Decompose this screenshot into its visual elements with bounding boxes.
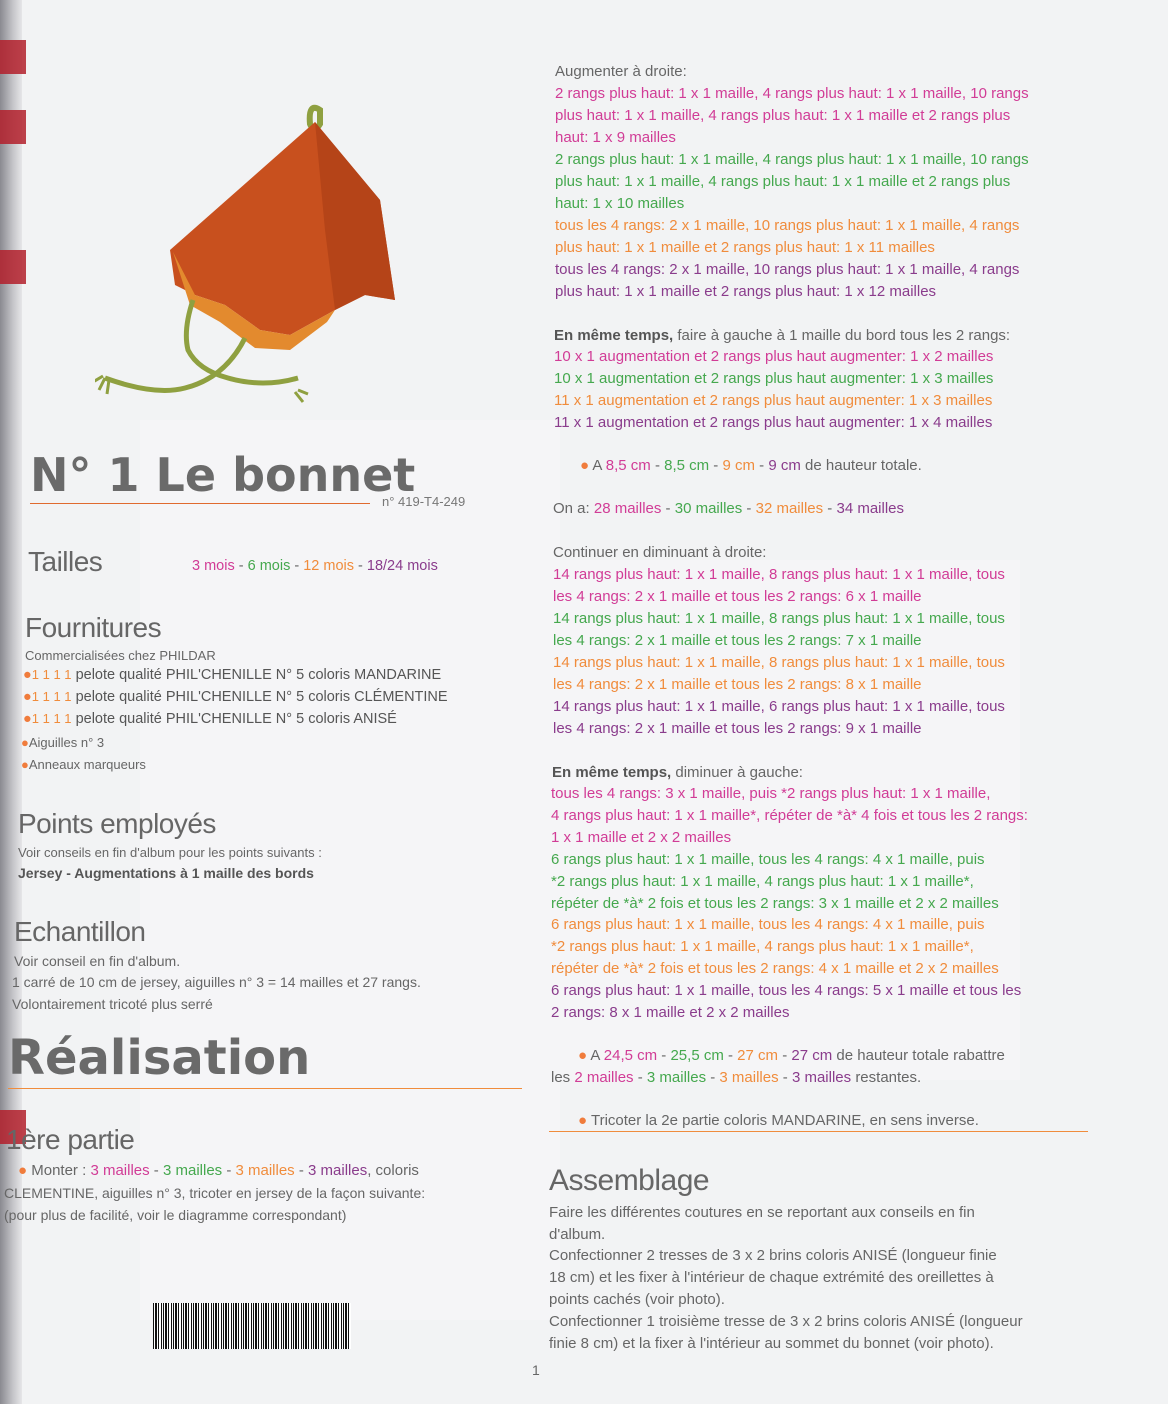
echantillon-line: Voir conseil en fin d'album. <box>14 953 181 969</box>
pattern-reference: n° 419-T4-249 <box>382 494 466 509</box>
size-3: 12 mois <box>303 558 354 574</box>
points-heading: Points employés <box>18 808 216 839</box>
supply-item: ●1 1 1 1 pelote qualité PHIL'CHENILLE N° 5 coloris CLÉMENTINE <box>23 689 448 705</box>
diminuer-heading: Continuer en diminuant à droite: <box>553 544 767 561</box>
mailles-restantes: les 2 mailles - 3 mailles - 3 mailles - 3 mailles restantes. <box>551 1069 922 1086</box>
augmentation-line: 10 x 1 augmentation et 2 rangs plus haut augmenter: 1 x 3 mailles <box>554 370 994 387</box>
sizes-line: 3 mois - 6 mois - 12 mois - 18/24 mois <box>192 558 438 574</box>
augmentation-line: 10 x 1 augmentation et 2 rangs plus haut augmenter: 1 x 2 mailles <box>554 348 994 365</box>
points-list: Jersey - Augmentations à 1 maille des bords <box>18 865 314 881</box>
fournitures-intro: Commercialisées chez PHILDAR <box>25 648 216 663</box>
section-divider <box>549 1131 1088 1132</box>
size-1: 3 mois <box>192 558 235 574</box>
echantillon-line: Volontairement tricoté plus serré <box>12 996 213 1012</box>
page-number: 1 <box>532 1362 540 1378</box>
realisation-heading: Réalisation <box>8 1030 311 1086</box>
supply-item: ●Aiguilles n° 3 <box>21 735 105 750</box>
meme-temps-2: En même temps, diminuer à gauche: <box>552 764 803 781</box>
partie1-line3: (pour plus de facilité, voir le diagramme correspondant) <box>4 1207 347 1223</box>
bonnet-photo <box>95 100 415 415</box>
augmentation-line: 11 x 1 augmentation et 2 rangs plus haut augmenter: 1 x 4 mailles <box>554 414 993 431</box>
supply-item: ●1 1 1 1 pelote qualité PHIL'CHENILLE N° 5 coloris MANDARINE <box>23 667 442 683</box>
augmenter-heading: Augmenter à droite: <box>555 63 687 80</box>
echantillon-line: 1 carré de 10 cm de jersey, aiguilles n° 3 = 14 mailles et 27 rangs. <box>12 974 421 990</box>
tailles-heading: Tailles <box>28 546 103 577</box>
pattern-name: Le bonnet <box>155 448 416 502</box>
partie1-line2: CLEMENTINE, aiguilles n° 3, tricoter en jersey de la façon suivante: <box>4 1185 426 1201</box>
meme-temps-1: En même temps, faire à gauche à 1 maille du bord tous les 2 rangs: <box>554 327 1011 344</box>
magazine-page: N° 1 Le bonnet n° 419-T4-249 Tailles 3 mois - 6 mois - 12 mois - 18/24 mois Fournitures Commercialisées chez PHILDAR ●1 1 1 1 pelote qualité PHIL'CHENILLE N° 5 coloris MANDARINE ●1 1 1 1 pelote qualité PHIL'CHENILLE N° 5 coloris CLÉMENTINE ●1 1 1 1 pelote qualité PHIL'CHENILLE N° 5 coloris ANISÉ ●Aiguilles n° 3 ●Anneaux marqueurs Points employés Voir conseils en fin d'album pour les points suivants : Jersey - Augmentations à 1 maille des bords Echantillon Voir conseil en fin d'album. 1 carré de 10 cm de jersey, aiguilles n° 3 = 14 mailles et 27 rangs. Volontairement tricoté plus serré Réalisation 1ère partie ● Monter : 3 mailles - 3 mailles - 3 mailles - 3 mailles, coloris CLEMENTINE, aiguilles n° 3, tricoter en jersey de la façon suivante: (pour plus de facilité, voir le diagramme correspondant) Augmenter à droite: 2 rangs plus haut: 1 x 1 maille, 4 rangs plus haut: 1 x 1 maille, 10 rangs plus haut: 1 x 1 maille, 4 rangs plus haut: 1 x 1 maille et 2 rangs plus haut: 1 x 9 mailles 2 rangs plus haut: 1 x 1 maille, 4 rangs plus haut: 1 x 1 maille, 10 rangs plus haut: 1 x 1 maille, 4 rangs plus haut: 1 x 1 maille et 2 rangs plus haut: 1 x 10 mailles tous les 4 rangs: 2 x 1 maille, 10 rangs plus haut: 1 x 1 maille, 4 rangs plus haut: 1 x 1 maille et 2 rangs plus haut: 1 x 11 mailles tous les 4 rangs: 2 x 1 maille, 10 rangs plus haut: 1 x 1 maille, 4 rangs plus haut: 1 x 1 maille et 2 rangs plus haut: 1 x 12 mailles En même temps, faire à gauche à 1 maille du bord tous les 2 rangs: 10 x 1 augmentation et 2 rangs plus haut augmenter: 1 x 2 mailles 10 x 1 augmentation et 2 rangs plus haut augmenter: 1 x 3 mailles 11 x 1 augmentation et 2 rangs plus haut augmenter: 1 x 3 mailles 11 x 1 augmentation et 2 rangs plus haut augmenter: 1 x 4 mailles ● A 8,5 cm - 8,5 cm - 9 cm - 9 cm de hauteur totale. On a: 28 mailles - 30 mailles - 32 mailles - 34 mailles Continuer en diminuant à droite: 14 rangs plus haut: 1 x 1 maille, 8 rangs plus haut: 1 x 1 maille, tous les 4 rangs: 2 x 1 maille et tous les 2 rangs: 6 x 1 maille 14 rangs plus haut: 1 x 1 maille, 8 rangs plus haut: 1 x 1 maille, tous les 4 rangs: 2 x 1 maille et tous les 2 rangs: 7 x 1 maille 14 rangs plus haut: 1 x 1 maille, 8 rangs plus haut: 1 x 1 maille, tous les 4 rangs: 2 x 1 maille et tous les 2 rangs: 8 x 1 maille 14 rangs plus haut: 1 x 1 maille, 6 rangs plus haut: 1 x 1 maille, tous les 4 rangs: 2 x 1 maille et tous les 2 rangs: 9 x 1 maille En même temps, diminuer à gauche: tous les 4 rangs: 3 x 1 maille, puis *2 rangs plus haut: 1 x 1 maille, 4 rangs plus haut: 1 x 1 maille*, répéter de *à* 4 fois et tous les 2 rangs: 1 x 1 maille et 2 x 2 mailles 6 rangs plus haut: 1 x 1 maille, tous les 4 rangs: 4 x 1 maille, puis *2 rangs plus haut: 1 x 1 maille, 4 rangs plus haut: 1 x 1 maille*, répéter de *à* 2 fois et tous les 2 rangs: 3 x 1 maille et 2 x 2 mailles 6 rangs plus haut: 1 x 1 maille, tous les 4 rangs: 4 x 1 maille, puis *2 rangs plus haut: 1 x 1 maille, 4 rangs plus haut: 1 x 1 maille*, répéter de *à* 2 fois et tous les 2 rangs: 4 x 1 maille et 2 x 2 mailles 6 rangs plus haut: 1 x 1 maille, tous les 4 rangs: 5 x 1 maille et tous les 2 rangs: 8 x 1 maille et 2 x 2 mailles ● A 24,5 cm - 25,5 cm - 27 cm - 27 cm de hauteur totale rabattre les 2 mailles - 3 mailles - 3 mailles - 3 mailles restantes. ● Tricoter la 2e partie coloris MANDARINE, en sens inverse. Assemblage Faire les différentes coutures en se reportant aux conseils en fin d'album. Confectionner 2 tresses de 3 x 2 brins coloris ANISÉ (longueur finie 18 cm) et les fixer à l'intérieur de chaque extrémité des oreillettes à points cachés (voir photo). Confectionner 1 troisième tresse de 3 x 2 brins coloris ANISÉ (longueur finie 8 cm) et la fixer à l'intérieur au sommet du bonnet (voir photo). 1 <box>0 0 1168 1404</box>
pattern-title <box>30 448 415 502</box>
hauteur-2: ● A 24,5 cm - 25,5 cm - 27 cm - 27 cm de hauteur totale rabattre <box>578 1047 1005 1064</box>
fournitures-heading: Fournitures <box>25 612 162 643</box>
on-a-line: On a: 28 mailles - 30 mailles - 32 mailles - 34 mailles <box>553 500 905 517</box>
supply-item: ●1 1 1 1 pelote qualité PHIL'CHENILLE N° 5 coloris ANISÉ <box>23 711 397 727</box>
partie1-line1: ● Monter : 3 mailles - 3 mailles - 3 mailles - 3 mailles, coloris <box>18 1162 419 1179</box>
points-intro: Voir conseils en fin d'album pour les points suivants : <box>18 845 322 860</box>
supply-item: ●Anneaux marqueurs <box>21 757 146 772</box>
tricoter-2e-partie: ● Tricoter la 2e partie coloris MANDARINE, en sens inverse. <box>578 1112 979 1129</box>
size-4: 18/24 mois <box>366 558 438 574</box>
echantillon-heading: Echantillon <box>14 916 146 947</box>
realisation-underline <box>8 1088 522 1089</box>
augmentation-line: 11 x 1 augmentation et 2 rangs plus haut augmenter: 1 x 3 mailles <box>554 392 993 409</box>
title-underline <box>30 503 370 504</box>
assemblage-heading: Assemblage <box>549 1164 710 1197</box>
pattern-number: N° 1 <box>30 448 140 502</box>
partie1-heading: 1ère partie <box>6 1124 135 1155</box>
hauteur-1: ● A 8,5 cm - 8,5 cm - 9 cm - 9 cm de hauteur totale. <box>580 457 922 474</box>
barcode <box>153 1303 351 1349</box>
size-2: 6 mois <box>247 558 291 574</box>
